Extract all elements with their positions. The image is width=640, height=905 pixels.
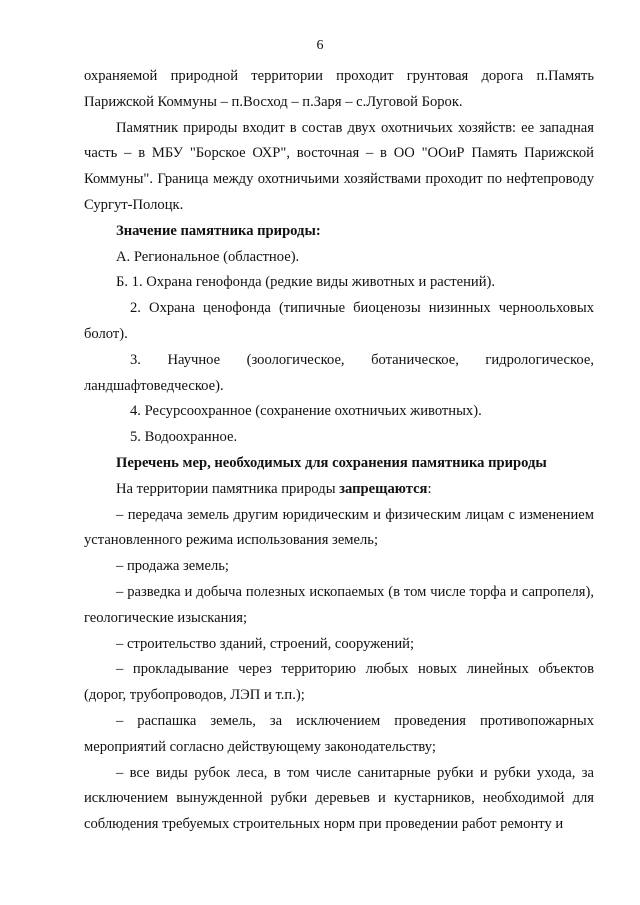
prohibition-intro-suffix: :	[427, 480, 432, 497]
paragraph-road: охраняемой природной территории проходит грунтовая дорога п.Память Парижской Коммуны – п.Восход – п.Заря – с.Луговой Борок.	[84, 68, 594, 110]
prohibition-intro	[84, 477, 594, 503]
prohibition-item: – разведка и добыча полезных ископаемых (в том числе торфа и сапропеля), геологические изыскания;	[84, 583, 594, 626]
significance-b3: 3. Научное (зоологическое, ботаническое, гидрологическое, ландшафтоведческое).	[84, 351, 594, 394]
prohibition-intro-text: На территории памятника природы	[116, 480, 340, 497]
prohibition-item: – строительство зданий, строений, сооружений;	[116, 635, 415, 652]
prohibition-item: – прокладывание через территорию любых новых линейных объектов (дорог, трубопроводов, ЛЭП и т.п.);	[84, 661, 594, 704]
prohibition-item: – распашка земель, за исключением проведения противопожарных мероприятий согласно действующему законодательству;	[84, 712, 594, 755]
page-number: 6	[316, 38, 324, 53]
significance-b1: Б. 1. Охрана генофонда (редкие виды животных и растений).	[116, 274, 496, 291]
significance-b2: 2. Охрана ценофонда (типичные биоценозы низинных черноольховых болот).	[84, 300, 594, 342]
paragraph-hunting-farms: Памятник природы входит в состав двух охотничьих хозяйств: ее западная часть – в МБУ "Борское ОХР", восточная – в ОО "ООиР Память Парижской Коммуны". Граница между охотничьими хозяйствами проходит по нефтепроводу Сургут-Полоцк.	[84, 119, 594, 213]
significance-b4: 4. Ресурсоохранное (сохранение охотничьих животных).	[130, 403, 482, 420]
heading-significance: Значение памятника природы:	[116, 222, 321, 239]
significance-b5: 5. Водоохранное.	[130, 429, 238, 446]
significance-a: А. Региональное (областное).	[116, 248, 300, 265]
document-body	[84, 64, 594, 838]
prohibition-item: – все виды рубок леса, в том числе санитарные рубки и рубки ухода, за исключением вынужденной рубки деревьев и кустарников, необходимой для соблюдения требуемых строительных норм при проведении работ ремонту и	[84, 764, 594, 833]
prohibition-keyword: запрещаются	[339, 480, 428, 497]
heading-measures: Перечень мер, необходимых для сохранения памятника природы	[116, 454, 547, 471]
prohibition-item: – продажа земель;	[116, 558, 229, 575]
prohibition-item: – передача земель другим юридическим и физическим лицам с изменением установленного режима использования земель;	[84, 506, 594, 549]
